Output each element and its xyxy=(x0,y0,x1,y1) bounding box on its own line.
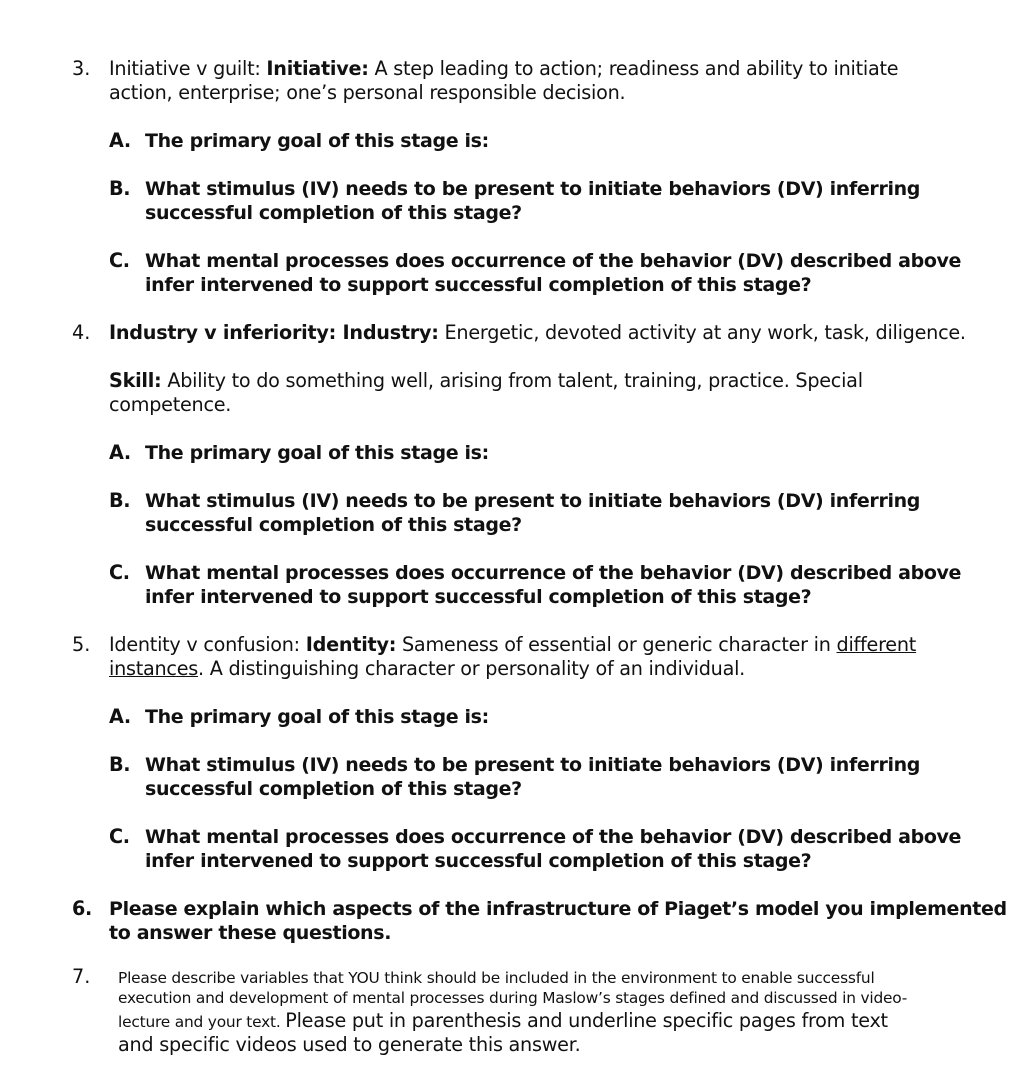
question-c-line-2: infer intervened to support successful completion of this stage? xyxy=(145,850,812,872)
question-c-line-1: What mental processes does occurrence of the behavior (DV) described above xyxy=(145,250,962,272)
sub-letter-b: B. xyxy=(109,177,131,200)
item-number: 7. xyxy=(72,965,91,988)
sub-letter-c: C. xyxy=(109,249,130,272)
sub-letter-b: B. xyxy=(109,489,131,512)
question-b-line-2: successful completion of this stage? xyxy=(145,778,522,800)
item-5-line-2: instances. A distinguishing character or personality of an individual. xyxy=(109,657,746,680)
sub-letter-c: C. xyxy=(109,825,130,848)
question-c-line-1: What mental processes does occurrence of the behavior (DV) described above xyxy=(145,826,962,848)
item-5-line-1: Identity v confusion: Identity: Sameness of essential or generic character in different xyxy=(109,633,917,656)
question-a: The primary goal of this stage is: xyxy=(145,706,489,728)
item-4-line-1: Industry v inferiority: Industry: Energetic, devoted activity at any work, task, diligence. xyxy=(109,321,966,344)
question-b-line-1: What stimulus (IV) needs to be present to initiate behaviors (DV) inferring xyxy=(145,178,921,200)
item-7-line-3: lecture and your text. Please put in parenthesis and underline specific pages from text xyxy=(118,1009,888,1032)
item-7-line-4: and specific videos used to generate this answer. xyxy=(118,1033,581,1056)
item-6-line-1: Please explain which aspects of the infrastructure of Piaget’s model you implemented xyxy=(109,898,1007,920)
item-number: 5. xyxy=(72,633,91,656)
question-b-line-1: What stimulus (IV) needs to be present to initiate behaviors (DV) inferring xyxy=(145,490,921,512)
sub-letter-b: B. xyxy=(109,753,131,776)
question-b-line-2: successful completion of this stage? xyxy=(145,202,522,224)
question-b-line-1: What stimulus (IV) needs to be present to initiate behaviors (DV) inferring xyxy=(145,754,921,776)
question-c-line-2: infer intervened to support successful completion of this stage? xyxy=(145,274,812,296)
question-c-line-1: What mental processes does occurrence of the behavior (DV) described above xyxy=(145,562,962,584)
item-number: 6. xyxy=(72,897,92,920)
item-number: 4. xyxy=(72,321,91,344)
skill-line-2: competence. xyxy=(109,393,232,416)
item-number: 3. xyxy=(72,57,91,80)
item-7-line-1: Please describe variables that YOU think should be included in the environment to enable successful xyxy=(118,969,875,987)
skill-line-1: Skill: Ability to do something well, arising from talent, training, practice. Special xyxy=(109,369,863,392)
sub-letter-a: A. xyxy=(109,129,131,152)
item-7-line-2: execution and development of mental processes during Maslow’s stages defined and discussed in video- xyxy=(118,989,908,1007)
question-a: The primary goal of this stage is: xyxy=(145,130,489,152)
item-6-line-2: to answer these questions. xyxy=(109,922,392,944)
question-c-line-2: infer intervened to support successful completion of this stage? xyxy=(145,586,812,608)
sub-letter-a: A. xyxy=(109,441,131,464)
item-3-line-2: action, enterprise; one’s personal responsible decision. xyxy=(109,81,626,104)
item-3-line-1: Initiative v guilt: Initiative: A step leading to action; readiness and ability to initiate xyxy=(109,57,899,80)
question-a: The primary goal of this stage is: xyxy=(145,442,489,464)
sub-letter-c: C. xyxy=(109,561,130,584)
question-b-line-2: successful completion of this stage? xyxy=(145,514,522,536)
sub-letter-a: A. xyxy=(109,705,131,728)
